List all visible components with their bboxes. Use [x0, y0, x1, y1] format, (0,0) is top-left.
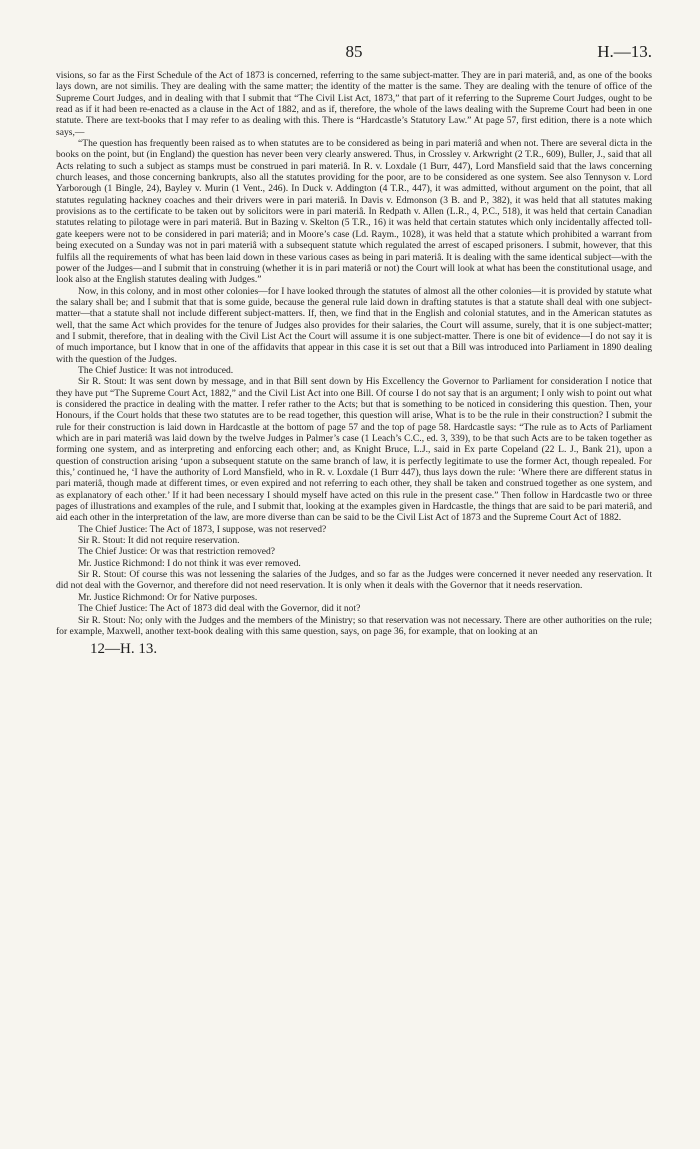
- document-reference: H.—13.: [597, 42, 652, 61]
- speaker-line: Sir R. Stout: No; only with the Judges and the members of the Ministry; so that reservation was not necessary. There are other authorities on the rule; for example, Maxwell, another text-book dealing with this same question, says, on page 36, for example, that on looking at an: [56, 614, 652, 637]
- speaker-line: The Chief Justice: Or was that restriction removed?: [78, 546, 275, 558]
- speaker-line: Mr. Justice Richmond: Or for Native purposes.: [78, 591, 258, 603]
- speaker-line: The Chief Justice: The Act of 1873 did deal with the Governor, did it not?: [78, 603, 361, 615]
- page-header: [56, 42, 652, 70]
- speaker-line: Sir R. Stout: Of course this was not lessening the salaries of the Judges, and so far as the Judges were concerned it never needed any reservation. It did not deal with the Governor, and therefore did not need reservation. It is only when it deals with the Governor that it needs reservation.: [56, 569, 652, 592]
- speaker-line: The Chief Justice: The Act of 1873, I suppose, was not reserved?: [78, 523, 327, 535]
- paragraph: Now, in this colony, and in most other colonies—for I have looked through the statutes of almost all the other colonies—it is provided by statute what the salary shall be; and I submit that that is some guide, because the general rule laid down in drafting statutes is that a statute shall deal with one subject-matter—that a statute shall not include different subject-matters. If, then, we find that in the English and colonial statutes, and in the American statutes as well, that the same Act which provides for the tenure of Judges also provides for their salaries, the Court will assume, surely, that it is one subject-matter; and I submit, therefore, that in dealing with the Civil List Act the Court will assume it is one subject-matter. There is one bit of evidence—I do not say it is of much importance, but I know that in one of the affidavits that appear in this case it is set out that a Bill was introduced into Parliament in 1890 dealing with the question of the Judges.: [56, 285, 652, 365]
- speaker-line: Mr. Justice Richmond: I do not think it was ever removed.: [78, 557, 301, 569]
- speaker-line: Sir R. Stout: It was sent down by message, and in that Bill sent down by His Excellency the Governor to Parliament for consideration I notice that they have put “The Supreme Court Act, 1882,” and the Civil List Act into one Bill. Of course I do not say that is an argument; I only wish to point out what is considered the practice in dealing with the matter. I refer rather to the Acts; but that is something to be noticed in considering this question. Then, your Honours, if the Court holds that these two statutes are to be read together, this question will arise, What is to be the rule in their construction? I submit the rule for their construction is laid down in Hardcastle at the bottom of page 57 and the top of page 58. Hardcastle says: “The rule as to Acts of Parliament which are in pari materiâ was laid down by the twelve Judges in Palmer’s case (1 Leach’s C.C., ed. 3, 339), to be that such Acts are to be taken together as forming one system, and as interpreting and enforcing each other; and, as Knight Bruce, L.J., said in Ex parte Copeland (22 L. J., Bank 21), upon a question of construction arising ‘upon a subsequent statute on the same branch of law, it is perfectly legitimate to use the former Act, though repealed. For this,’ continued he, ‘I have the authority of Lord Mansfield, who in R. v. Loxdale (1 Burr 447), thus lays down the rule: ‘Where there are different status in pari materiâ, though made at different times, or even expired and not referring to each other, they shall be taken and construed together as one system, and as explanatory of each other.’ If it had been necessary I should myself have acted on this rule in the present case.” Then follow in Hardcastle two or three pages of illustrations and examples of the rule, and I submit that, looking at the examples given in Hardcastle, the things that are said to be pari materiâ, and aid each other in the interpretation of the law, are more diverse than can be said to be the Civil List Act of 1873 and the Supreme Court Act of 1882.: [56, 376, 652, 524]
- signature-mark: 12—H. 13.: [90, 641, 158, 658]
- quotation-paragraph: “The question has frequently been raised as to when statutes are to be considered as being in pari materiâ and when not. There are several dicta in the books on the point, but (in England) the question has never been very clearly answered. Thus, in Crossley v. Arkwright (2 T.R., 609), Buller, J., said that all Acts relating to such a subject as stamps must be construed in pari materiâ. In R. v. Loxdale (1 Burr, 447), Lord Mansfield said that the laws concerning church leases, and those concerning bankrupts, also all the statutes providing for the poor, are to be considered as one system. See also Tennyson v. Lord Yarborough (1 Bingle, 24), Bayley v. Murin (1 Vent., 246). In Duck v. Addington (4 T.R., 447), it was admitted, without argument on the point, that all statutes regulating hackney coaches and their drivers were in pari materiâ. In Davis v. Edmonson (3 B. and P., 382), it was held that all statutes making provisions as to the certificate to be taken out by solicitors were in pari materiâ. In Redpath v. Allen (L.R., 4, P.C., 518), it was held that certain Canadian statutes relating to pilotage were in pari materiâ. But in Bazing v. Skelton (5 T.R., 16) it was held that certain statutes which only incidentally affected toll-gate keepers were not to be considered in pari materiâ; and in Moore’s case (Ld. Raym., 1028), it was held that a statute which prohibited a warrant from being executed on a Sunday was not in pari materiâ with a subsequent statute which regulated the arrest of escaped prisoners. I submit, however, that this fulfils all the requirements of what has been laid down in these various cases as being in pari materiâ. It is dealing with the same identical subject—with the power of the Judges—and I submit that in construing (whether it is in pari materiâ or not) the Court will look at what has been the constitutional usage, and look also at the English statutes dealing with Judges.”: [56, 138, 652, 286]
- speaker-line: Sir R. Stout: It did not require reservation.: [78, 535, 240, 547]
- page-number: 85: [345, 42, 363, 61]
- body-text: [56, 70, 652, 637]
- speaker-line: The Chief Justice: It was not introduced.: [78, 364, 234, 376]
- paragraph: visions, so far as the First Schedule of the Act of 1873 is concerned, referring to the same subject-matter. They are in pari materiâ, and, as one of the books lays down, are not similis. They are dealing with the same matter; the identity of the matter is the same. They are dealing with the tenure of office of the Supreme Court Judges, and in dealing with that I submit that “The Civil List Act, 1873,” that part of it referring to the Supreme Court Judges, ought to be read as if it had been re-enacted as a clause in the Act of 1882, and as if, therefore, the whole of the laws dealing with the Supreme Court had been in one statute. There are text-books that I may refer to as dealing with this. There is “Hardcastle’s Statutory Law.” At page 57, first edition, there is a note which says,—: [56, 70, 652, 138]
